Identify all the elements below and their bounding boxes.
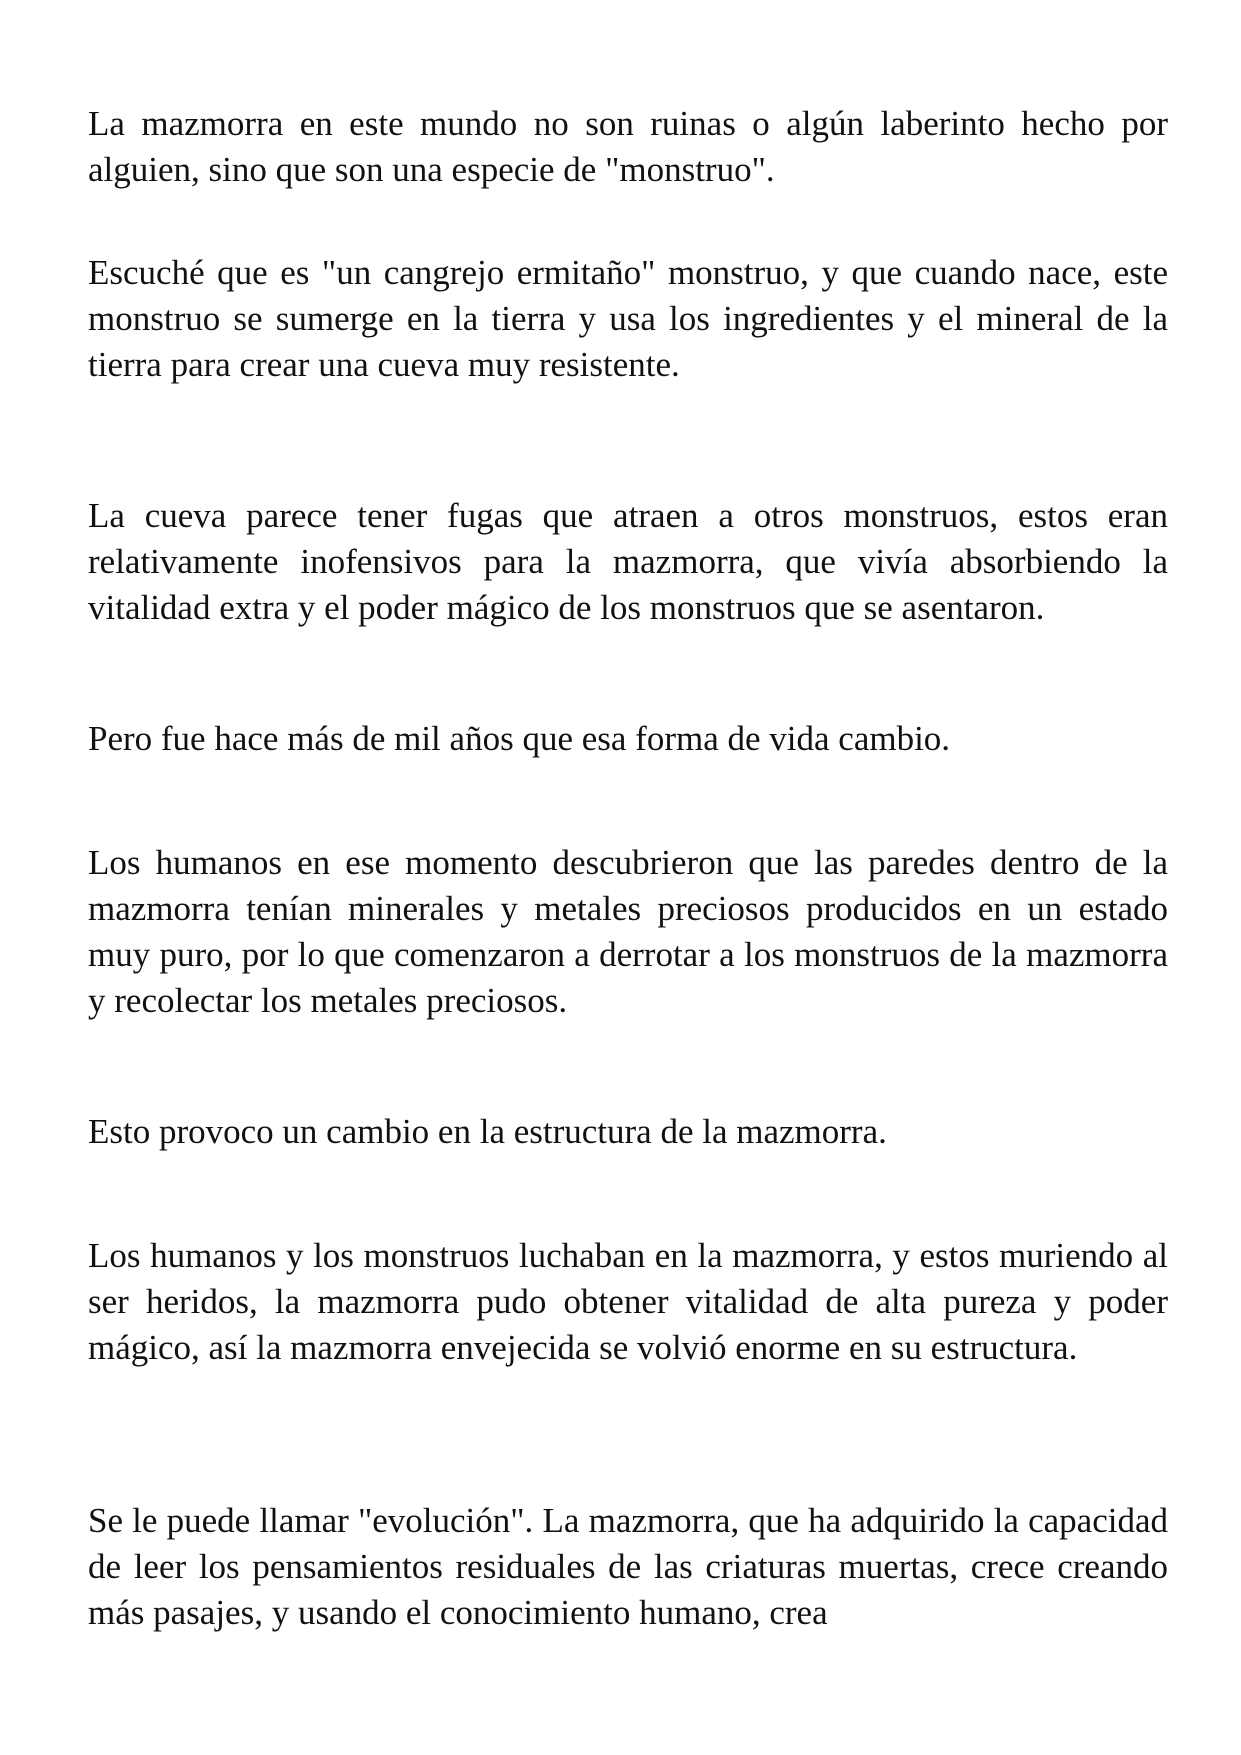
paragraph-6: Esto provoco un cambio en la estructura de la mazmorra.	[88, 1112, 887, 1151]
paragraph-2: Escuché que es "un cangrejo ermitaño" monstruo, y que cuando nace, este monstruo se sumerge en la tierra y usa los ingredientes y el mineral de la tierra para crear una cueva muy resistente.	[88, 253, 1168, 384]
paragraph-5: Los humanos en ese momento descubrieron que las paredes dentro de la mazmorra tenían minerales y metales preciosos producidos en un estado muy puro, por lo que comenzaron a derrotar a los monstruos de la mazmorra y recolectar los metales preciosos.	[88, 843, 1168, 1020]
paragraph-1: La mazmorra en este mundo no son ruinas o algún laberinto hecho por alguien, sino que son una especie de "monstruo".	[88, 104, 1168, 189]
paragraph-8: Se le puede llamar "evolución". La mazmorra, que ha adquirido la capacidad de leer los pensamientos residuales de las criaturas muertas, crece creando más pasajes, y usando el conocimiento humano, crea	[88, 1501, 1168, 1632]
paragraph-4: Pero fue hace más de mil años que esa forma de vida cambio.	[88, 719, 951, 758]
paragraph-3: La cueva parece tener fugas que atraen a otros monstruos, estos eran relativamente inofensivos para la mazmorra, que vivía absorbiendo la vitalidad extra y el poder mágico de los monstruos que se asentaron.	[88, 496, 1168, 627]
paragraph-7: Los humanos y los monstruos luchaban en la mazmorra, y estos muriendo al ser heridos, la mazmorra pudo obtener vitalidad de alta pureza y poder mágico, así la mazmorra envejecida se volvió enorme en su estructura.	[88, 1236, 1168, 1367]
